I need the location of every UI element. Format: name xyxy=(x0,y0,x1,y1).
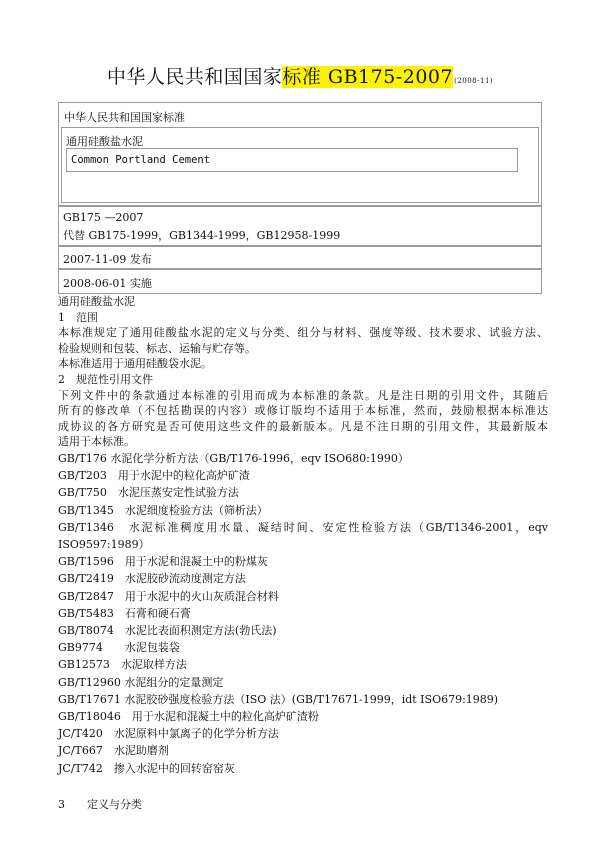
doc-title: 通用硅酸盐水泥 xyxy=(58,295,135,308)
section-1-scope-paragraph: 本标准适用于通用硅酸袋水泥。 xyxy=(58,357,212,371)
reference-item: GB/T2419 水泥胶砂流动度测定方法 xyxy=(58,572,246,586)
reference-item: GB/T1345 水泥细度检验方法（筛析法） xyxy=(58,503,268,517)
section-3-heading: 3 定义与分类 xyxy=(58,797,142,811)
info-table-effective xyxy=(58,269,542,294)
info-table-header xyxy=(58,102,542,206)
section-1-paragraph-line: 检验规则和包装、标志、运输与贮存等。 xyxy=(58,341,256,355)
standard-name-box xyxy=(61,127,539,203)
reference-item: GB/T203 用于水泥中的粒化高炉矿渣 xyxy=(58,469,250,483)
reference-item: GB/T12960 水泥组分的定量测定 xyxy=(58,675,224,689)
document-body xyxy=(58,294,548,812)
reference-item: GB/T1596 用于水泥和混凝土中的粉煤灰 xyxy=(58,555,268,569)
standard-replaces: 代替 GB175-1999，GB1344-1999，GB12958-1999 xyxy=(63,229,341,242)
reference-item: GB/T17671 水泥胶砂强度检验方法（ISO 法）(GB/T17671-1999，idt ISO679:1989) xyxy=(58,692,499,706)
info-table-issued xyxy=(58,246,542,269)
info-table-code xyxy=(58,206,542,246)
reference-item: GB9774 水泥包装袋 xyxy=(58,641,180,655)
reference-item: GB/T176 水泥化学分析方法（GB/T176-1996，eqv ISO680:1990） xyxy=(58,451,409,465)
standard-category: 中华人民共和国国家标准 xyxy=(64,111,185,124)
effective-date: 2008-06-01 实施 xyxy=(63,277,152,290)
reference-item: GB/T750 水泥压蒸安定性试验方法 xyxy=(58,486,239,500)
reference-item: JC/T742 掺入水泥中的回转窑窑灰 xyxy=(58,761,235,775)
title-highlight: 标准 GB175-2007 xyxy=(282,66,454,88)
section-2-paragraph-line: 下列文件中的条款通过本标准的引用而成为本标准的条款。凡是注日期的引用文件，其随后 xyxy=(58,388,548,402)
reference-item: GB/T2847 用于水泥中的火山灰质混合材料 xyxy=(58,589,279,603)
reference-item: GB/T1346 水泥标准稠度用水量、凝结时间、安定性检验方法（GB/T1346-2001，eqv ISO9597:1989） xyxy=(58,520,548,551)
page-title xyxy=(107,66,493,88)
issue-date: 2007-11-09 发布 xyxy=(63,253,152,266)
standard-name-en: Common Portland Cement xyxy=(66,148,518,172)
reference-item: GB12573 水泥取样方法 xyxy=(58,658,187,672)
page-title-block xyxy=(0,62,600,89)
section-2-paragraph-line: 成协议的各方研究是否可使用这些文件的最新版本。凡是不注日期的引用文件，其最新版本 xyxy=(58,419,548,433)
standard-name-cn: 通用硅酸盐水泥 xyxy=(66,135,143,148)
section-2-heading: 2 规范性引用文件 xyxy=(58,372,153,386)
reference-item: GB/T8074 水泥比表面积测定方法(勃氏法) xyxy=(58,623,277,637)
section-2-paragraph-line: 适用于本标准。 xyxy=(58,435,135,449)
reference-list xyxy=(58,450,548,777)
title-main: 中华人民共和国国家 xyxy=(106,66,283,88)
section-1-heading: 1 范围 xyxy=(58,310,98,324)
section-1-paragraph-line: 本标准规定了通用硅酸盐水泥的定义与分类、组分与材料、强度等级、技术要求、试验方法、 xyxy=(58,326,548,340)
reference-item: GB/T18046 用于水泥和混凝土中的粒化高炉矿渣粉 xyxy=(58,709,319,723)
title-date: (2008-11) xyxy=(454,77,494,85)
section-2-paragraph-line: 所有的修改单（不包括勘误的内容）或修订版均不适用于本标准，然而，鼓励根据本标准达 xyxy=(58,404,548,418)
section-gap xyxy=(58,777,548,797)
reference-item: JC/T420 水泥原料中氯离子的化学分析方法 xyxy=(58,727,279,741)
reference-item: JC/T667 水泥助磨剂 xyxy=(58,744,169,758)
reference-item: GB/T5483 石膏和硬石膏 xyxy=(58,606,191,620)
standard-code: GB175 —2007 xyxy=(63,211,144,224)
